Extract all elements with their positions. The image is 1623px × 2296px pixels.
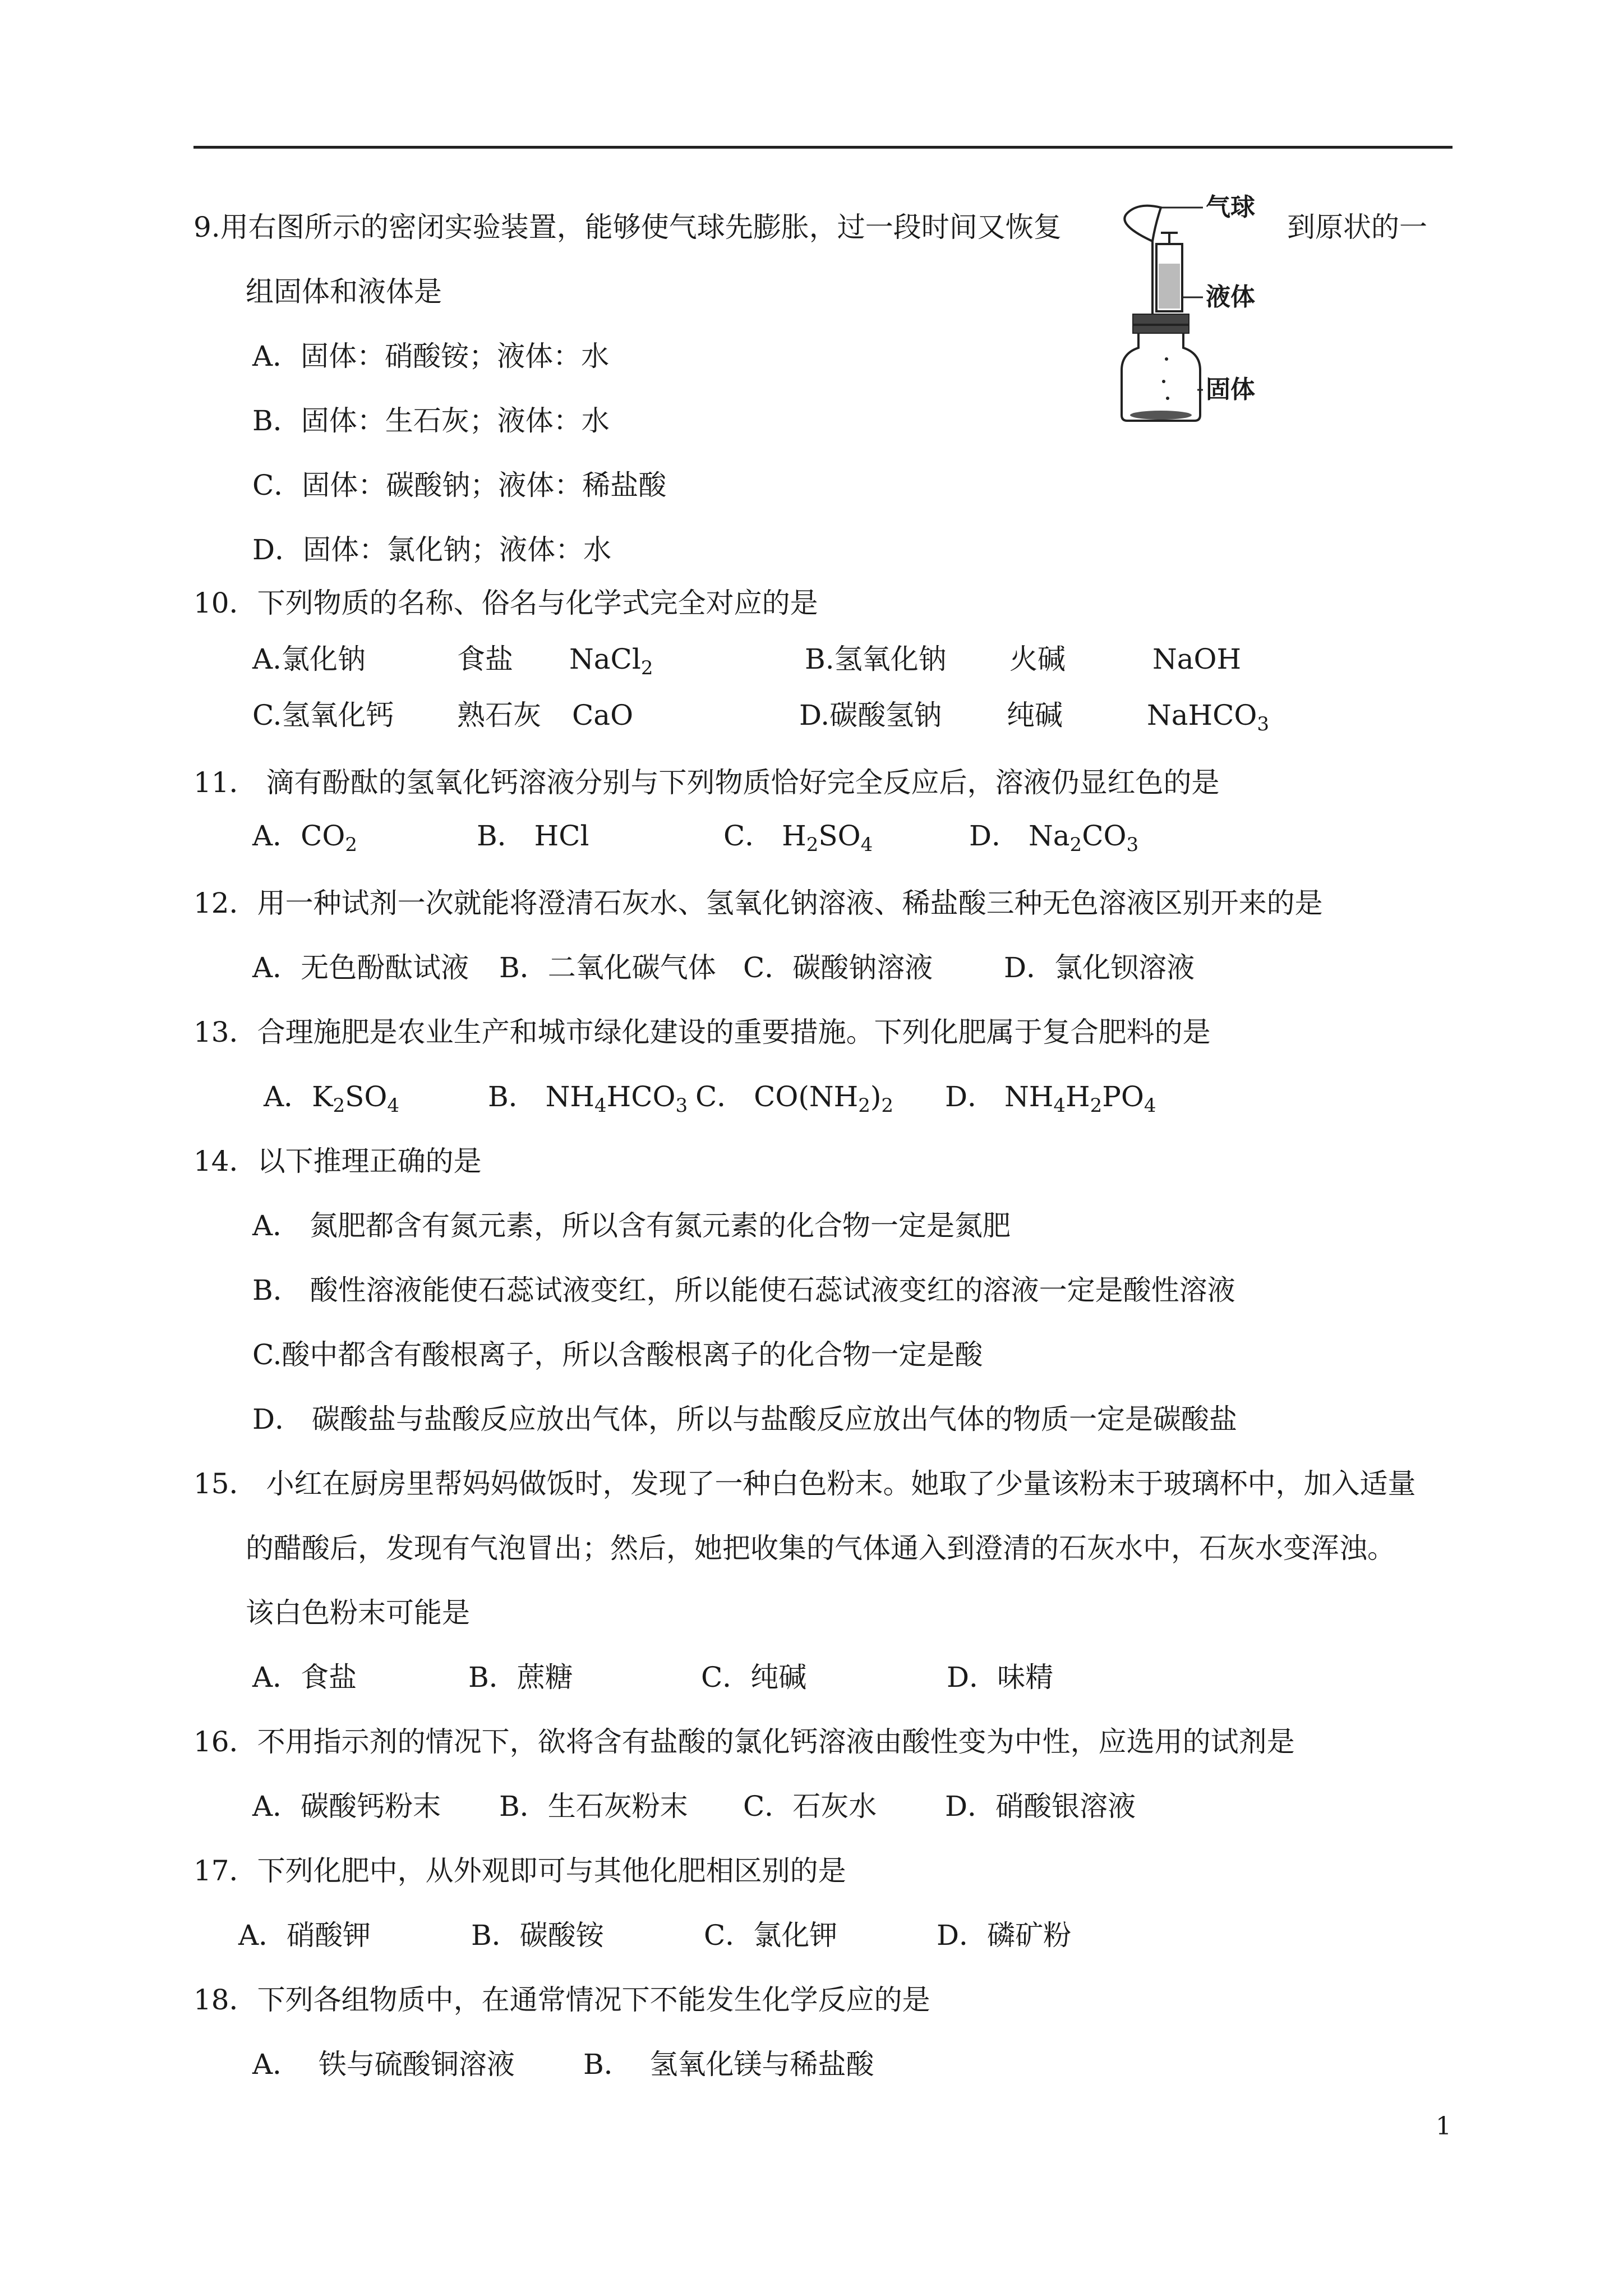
q9-option-b: B．固体：生石灰；液体：水 [252, 404, 610, 437]
q13-option-b: B． $NH_4HCO_3$ [488, 1080, 688, 1117]
q14-option-c: C.酸中都含有酸根离子，所以含酸根离子的化合物一定是酸 [252, 1338, 983, 1371]
page-number: 1 [1436, 2112, 1451, 2141]
q15-option-b: B．蔗糖 [468, 1661, 573, 1694]
q13-option-a: A．$K_2SO_4$ [264, 1080, 399, 1117]
q9-option-a: A．固体：硝酸铵；液体：水 [252, 340, 610, 372]
q12-option-c: C．碳酸钠溶液 [743, 951, 933, 984]
q15-option-c: C．纯碱 [701, 1661, 807, 1694]
q9-option-c: C．固体：碳酸钠；液体：稀盐酸 [252, 469, 667, 501]
q9-stem-line1: 9.用右图所示的密闭实验装置，能够使气球先膨胀，过一段时间又恢复 [193, 211, 1062, 243]
q16-option-d: D．硝酸银溶液 [945, 1790, 1136, 1823]
solid-label: 固体 [1206, 375, 1255, 404]
q14-stem: 14．以下推理正确的是 [193, 1145, 482, 1177]
q12-option-b: B．二氧化碳气体 [499, 951, 716, 984]
q13-option-c: C． $CO(NH_2)_2$ [695, 1080, 894, 1117]
q10-c-name: C.氢氧化钙 [252, 699, 394, 731]
q10-b-formula: NaOH [1152, 643, 1242, 675]
q15-stem-line1: 15． 小红在厨房里帮妈妈做饭时，发现了一种白色粉末。她取了少量该粉末于玻璃杯中，加入适量 [193, 1467, 1416, 1500]
q11-stem: 11． 滴有酚酞的氢氧化钙溶液分别与下列物质恰好完全反应后，溶液仍显红色的是 [193, 766, 1220, 799]
q9-option-d: D．固体：氯化钠；液体：水 [252, 533, 612, 566]
q12-option-a: A．无色酚酞试液 [252, 951, 469, 984]
q11-option-d: D． $Na_2CO_3$ [969, 820, 1139, 856]
q18-option-b: B． 氢氧化镁与稀盐酸 [583, 2048, 874, 2081]
q14-option-d: D． 碳酸盐与盐酸反应放出气体，所以与盐酸反应放出气体的物质一定是碳酸盐 [252, 1403, 1237, 1435]
q10-b-name: B.氢氧化钠 [805, 643, 947, 675]
q9-stem-line2: 组固体和液体是 [246, 275, 442, 308]
q10-stem: 10．下列物质的名称、俗名与化学式完全对应的是 [193, 587, 818, 619]
q10-a-common: 食盐 [457, 643, 513, 675]
q13-stem: 13．合理施肥是农业生产和城市绿化建设的重要措施。下列化肥属于复合肥料的是 [193, 1016, 1211, 1048]
q11-option-a: A．$CO_2$ [252, 820, 357, 856]
q9-stem-line1-tail: 到原状的一 [1287, 211, 1427, 243]
q17-option-d: D．磷矿粉 [937, 1919, 1072, 1952]
q16-option-c: C．石灰水 [743, 1790, 877, 1823]
q10-d-common: 纯碱 [1007, 699, 1063, 731]
q10-d-formula: NaHCO$_3$ [1147, 699, 1270, 735]
q13-option-d: D． $NH_4H_2PO_4$ [945, 1080, 1156, 1117]
q17-option-a: A．硝酸钾 [238, 1919, 371, 1952]
q10-a-formula: NaCl$_2$ [569, 643, 653, 679]
q11-option-b: B． HCl [477, 820, 589, 852]
q16-option-a: A．碳酸钙粉末 [252, 1790, 441, 1823]
q10-b-common: 火碱 [1009, 643, 1066, 675]
q10-c-common: 熟石灰 [457, 699, 541, 731]
liquid-label: 液体 [1206, 283, 1255, 311]
balloon-label: 气球 [1206, 193, 1255, 222]
q16-option-b: B．生石灰粉末 [499, 1790, 688, 1823]
q14-option-b: B． 酸性溶液能使石蕊试液变红，所以能使石蕊试液变红的溶液一定是酸性溶液 [252, 1274, 1235, 1306]
q10-c-formula: CaO [572, 699, 634, 731]
q16-stem: 16．不用指示剂的情况下，欲将含有盐酸的氯化钙溶液由酸性变为中性，应选用的试剂是 [193, 1726, 1295, 1758]
q11-option-c: C． $H_2SO_4$ [723, 820, 873, 856]
q17-option-b: B．碳酸铵 [471, 1919, 604, 1952]
q12-option-d: D．氯化钡溶液 [1004, 951, 1195, 984]
q17-option-c: C．氯化钾 [704, 1919, 838, 1952]
header-rule [193, 146, 1453, 149]
q18-option-a: A． 铁与硫酸铜溶液 [252, 2048, 515, 2081]
q12-stem: 12．用一种试剂一次就能将澄清石灰水、氢氧化钠溶液、稀盐酸三种无色溶液区别开来的是 [193, 887, 1323, 919]
q14-option-a: A． 氮肥都含有氮元素，所以含有氮元素的化合物一定是氮肥 [252, 1209, 1011, 1242]
q17-stem: 17．下列化肥中，从外观即可与其他化肥相区别的是 [193, 1855, 846, 1887]
q10-d-name: D.碳酸氢钠 [799, 699, 942, 731]
q15-stem-line2: 的醋酸后，发现有气泡冒出；然后，她把收集的气体通入到澄清的石灰水中，石灰水变浑浊。 [246, 1532, 1395, 1565]
q15-stem-line3: 该白色粉末可能是 [246, 1596, 470, 1629]
q18-stem: 18．下列各组物质中，在通常情况下不能发生化学反应的是 [193, 1984, 930, 2016]
q15-option-d: D．味精 [947, 1661, 1054, 1694]
q10-a-name: A.氯化钠 [252, 643, 366, 675]
apparatus-figure [1105, 191, 1273, 438]
q15-option-a: A．食盐 [252, 1661, 357, 1694]
